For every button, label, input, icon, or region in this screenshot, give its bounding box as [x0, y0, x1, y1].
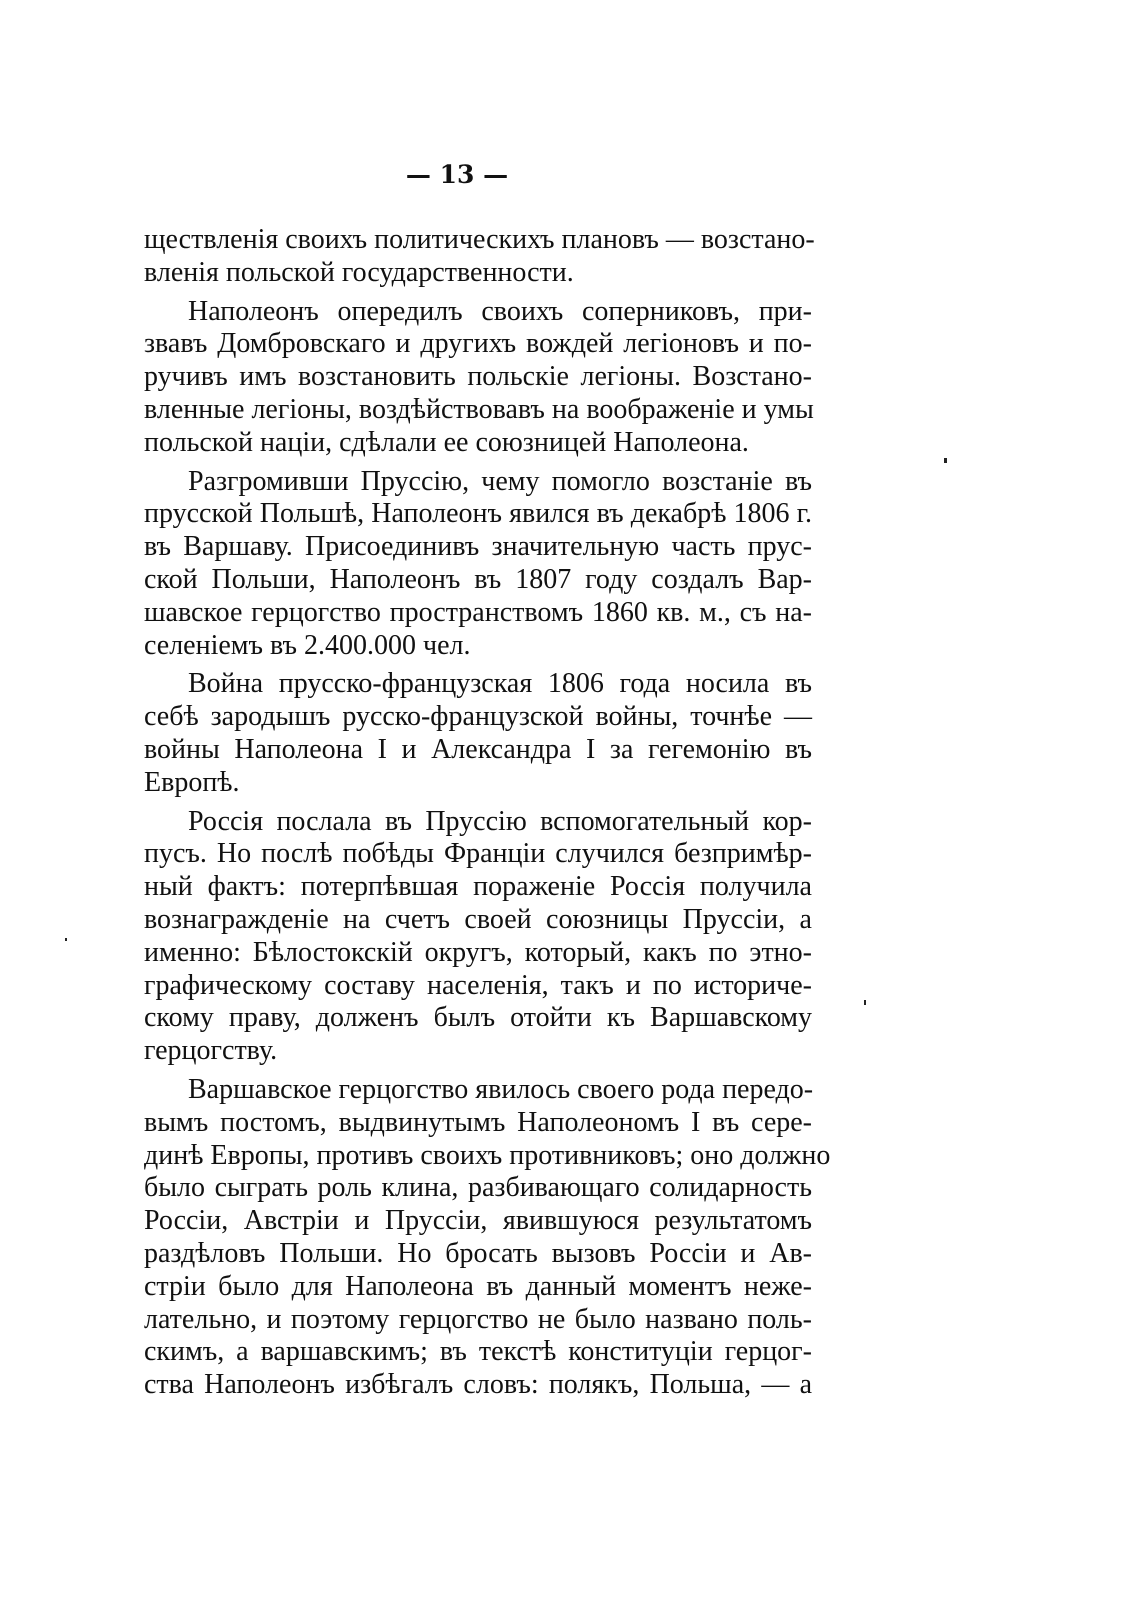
paragraph-4 [100, 668, 812, 799]
scan-speck [864, 1000, 866, 1005]
text-line: скимъ, а варшавскимъ; въ текстѣ конституціи герцог- [144, 1336, 812, 1368]
text-line: селеніемъ въ 2.400.000 чел. [144, 629, 471, 661]
text-line: вленные легіоны, воздѣйствовавъ на воображеніе и умы [144, 393, 814, 425]
paragraph-6 [100, 1073, 831, 1402]
text-line: ской Польши, Наполеонъ въ 1807 году создалъ Вар- [144, 563, 812, 595]
text-line: вымъ постомъ, выдвинутымъ Наполеономъ I въ сере- [144, 1106, 812, 1138]
text-line: звавъ Домбровскаго и другихъ вождей легіоновъ и по- [144, 328, 812, 360]
text-line: стріи было для Наполеона въ данный моментъ нeже- [144, 1270, 812, 1302]
text-line: Наполеонъ опередилъ своихъ соперниковъ, при- [188, 295, 812, 327]
text-line: польской націи, сдѣлали ее союзницей Наполеона. [144, 426, 749, 458]
paragraph-3 [100, 466, 812, 663]
text-line: себѣ зародышъ русско-французской войны, точнѣе — [144, 701, 812, 733]
text-line: скому праву, долженъ былъ отойти къ Варшавскому [144, 1002, 812, 1034]
text-line: Варшавское герцогство явилось своего рода передо- [188, 1073, 814, 1105]
paragraph-5 [100, 806, 812, 1068]
text-line: именно: Бѣлостокскій округъ, который, какъ по этно- [144, 936, 812, 968]
paragraph-1 [100, 224, 815, 290]
text-line: прусской Польшѣ, Наполеонъ явился въ декабрѣ 1806 г. [144, 498, 812, 530]
text-line: ществленія своихъ политическихъ плановъ — возстано- [144, 224, 815, 255]
text-line: Разгромивши Пруссію, чему помогло возстаніе въ [188, 465, 812, 497]
text-line: было сыграть роль клина, разбивающаго солидарность [144, 1172, 812, 1204]
text-line: графическому составу населенія, такъ и по историче- [144, 969, 812, 1001]
text-line: Европѣ. [144, 766, 240, 798]
paragraph-2 [100, 296, 812, 460]
text-line: лательно, и поэтому герцогство не было названо поль- [144, 1303, 812, 1335]
text-line: Война прусско-французская 1806 года носила въ [188, 668, 812, 700]
text-line: динѣ Европы, противъ своихъ противниковъ; оно должно [144, 1139, 831, 1171]
text-line: герцогству. [144, 1035, 278, 1067]
text-line: вленія польской государственности. [144, 256, 574, 288]
scan-speck [944, 458, 947, 463]
text-line: пусъ. Но послѣ побѣды Франціи случился безпримѣр- [144, 838, 812, 870]
scan-speck [65, 938, 67, 941]
text-line: Россіи, Австріи и Пруссіи, явившуюся результатомъ [144, 1205, 812, 1237]
text-line: раздѣловъ Польши. Но бросать вызовъ Россіи и Ав- [144, 1237, 812, 1269]
text-line: въ Варшаву. Присоединивъ значительную часть прус- [144, 531, 812, 563]
text-line: ства Наполеонъ избѣгалъ словъ: полякъ, Польша, — а [144, 1369, 812, 1401]
body-text [100, 224, 831, 1408]
text-line: вознагражденіе на счетъ своей союзницы Пруссіи, а [144, 903, 812, 935]
page-number: — 13 — [405, 160, 509, 189]
text-line: Россія послала въ Пруссію вспомогательный кор- [188, 805, 812, 837]
text-line: войны Наполеона I и Александра I за гегемонію въ [144, 733, 812, 765]
text-line: ручивъ имъ возстановить польскіе легіоны. Возстано- [144, 361, 812, 393]
text-line: шавское герцогство пространствомъ 1860 кв. м., съ на- [144, 596, 812, 628]
text-line: ный фактъ: потерпѣвшая пораженіе Россія получила [144, 871, 812, 903]
